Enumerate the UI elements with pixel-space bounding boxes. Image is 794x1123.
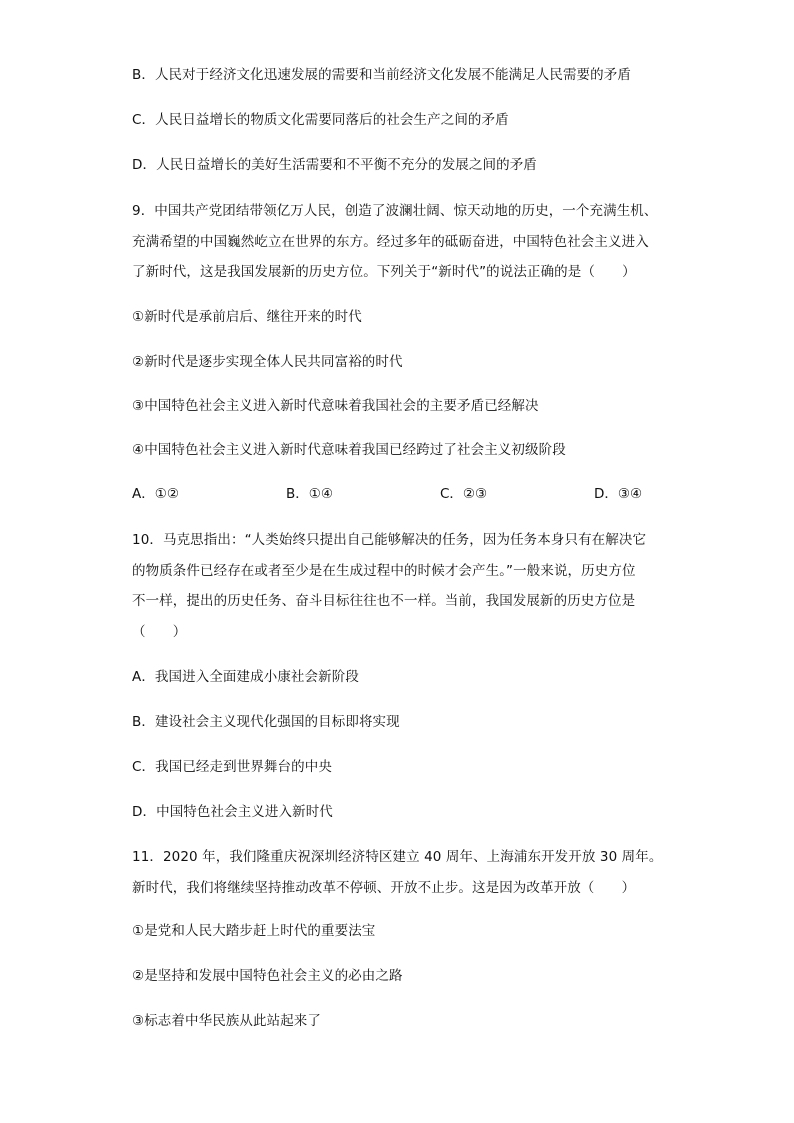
q10-option-a: A．我国进入全面建成小康社会新阶段 [132, 669, 359, 685]
q10-stem-line-3: 不一样，提出的历史任务、奋斗目标往往也不一样。当前，我国发展新的历史方位是 [132, 593, 636, 609]
q9-option-c: C．②③ [440, 486, 488, 502]
q11-statement-2: ②是坚持和发展中国特色社会主义的必由之路 [132, 968, 403, 984]
q9-statement-4: ④中国特色社会主义进入新时代意味着我国已经跨过了社会主义初级阶段 [132, 442, 566, 458]
q10-stem-line-4: （ ） [132, 624, 187, 640]
q10-stem-line-2: 的物质条件已经存在或者至少是在生成过程中的时候才会产生。”一般来说，历史方位 [132, 563, 636, 579]
q10-stem-line-1: 10．马克思指出：“人类始终只提出自己能够解决的任务，因为任务本身只有在解决它 [132, 532, 647, 548]
q8-option-d: D．人民日益增长的美好生活需要和不平衡不充分的发展之间的矛盾 [132, 157, 537, 173]
q8-option-b: B．人民对于经济文化迅速发展的需要和当前经济文化发展不能满足人民需要的矛盾 [132, 67, 631, 83]
q10-option-d: D．中国特色社会主义进入新时代 [132, 804, 333, 820]
q9-stem-line-1: 9．中国共产党团结带领亿万人民，创造了波澜壮阔、惊天动地的历史，一个充满生机、 [132, 203, 658, 219]
q10-option-c: C．我国已经走到世界舞台的中央 [132, 759, 332, 775]
q11-stem-line-2: 新时代，我们将继续坚持推动改革不停顿、开放不止步。这是因为改革开放（ ） [132, 880, 636, 896]
q10-option-b: B．建设社会主义现代化强国的目标即将实现 [132, 714, 400, 730]
q9-statement-3: ③中国特色社会主义进入新时代意味着我国社会的主要矛盾已经解决 [132, 398, 539, 414]
q11-stem-line-1: 11．2020 年，我们隆重庆祝深圳经济特区建立 40 周年、上海浦东开发开放 30 周年。 [132, 849, 663, 865]
q9-stem-line-2: 充满希望的中国巍然屹立在世界的东方。经过多年的砥砺奋进，中国特色社会主义进入 [132, 234, 649, 250]
q9-option-b: B．①④ [286, 486, 333, 502]
q9-option-d: D．③④ [594, 486, 643, 502]
q9-stem-line-3: 了新时代，这是我国发展新的历史方位。下列关于“新时代”的说法正确的是（ ） [132, 264, 636, 280]
q9-statement-2: ②新时代是逐步实现全体人民共同富裕的时代 [132, 354, 403, 370]
q11-statement-3: ③标志着中华民族从此站起来了 [132, 1013, 322, 1029]
q9-statement-1: ①新时代是承前启后、继往开来的时代 [132, 309, 362, 325]
q11-statement-1: ①是党和人民大踏步赶上时代的重要法宝 [132, 923, 376, 939]
q8-option-c: C．人民日益增长的物质文化需要同落后的社会生产之间的矛盾 [132, 112, 509, 128]
q9-option-a: A．①② [132, 486, 179, 502]
